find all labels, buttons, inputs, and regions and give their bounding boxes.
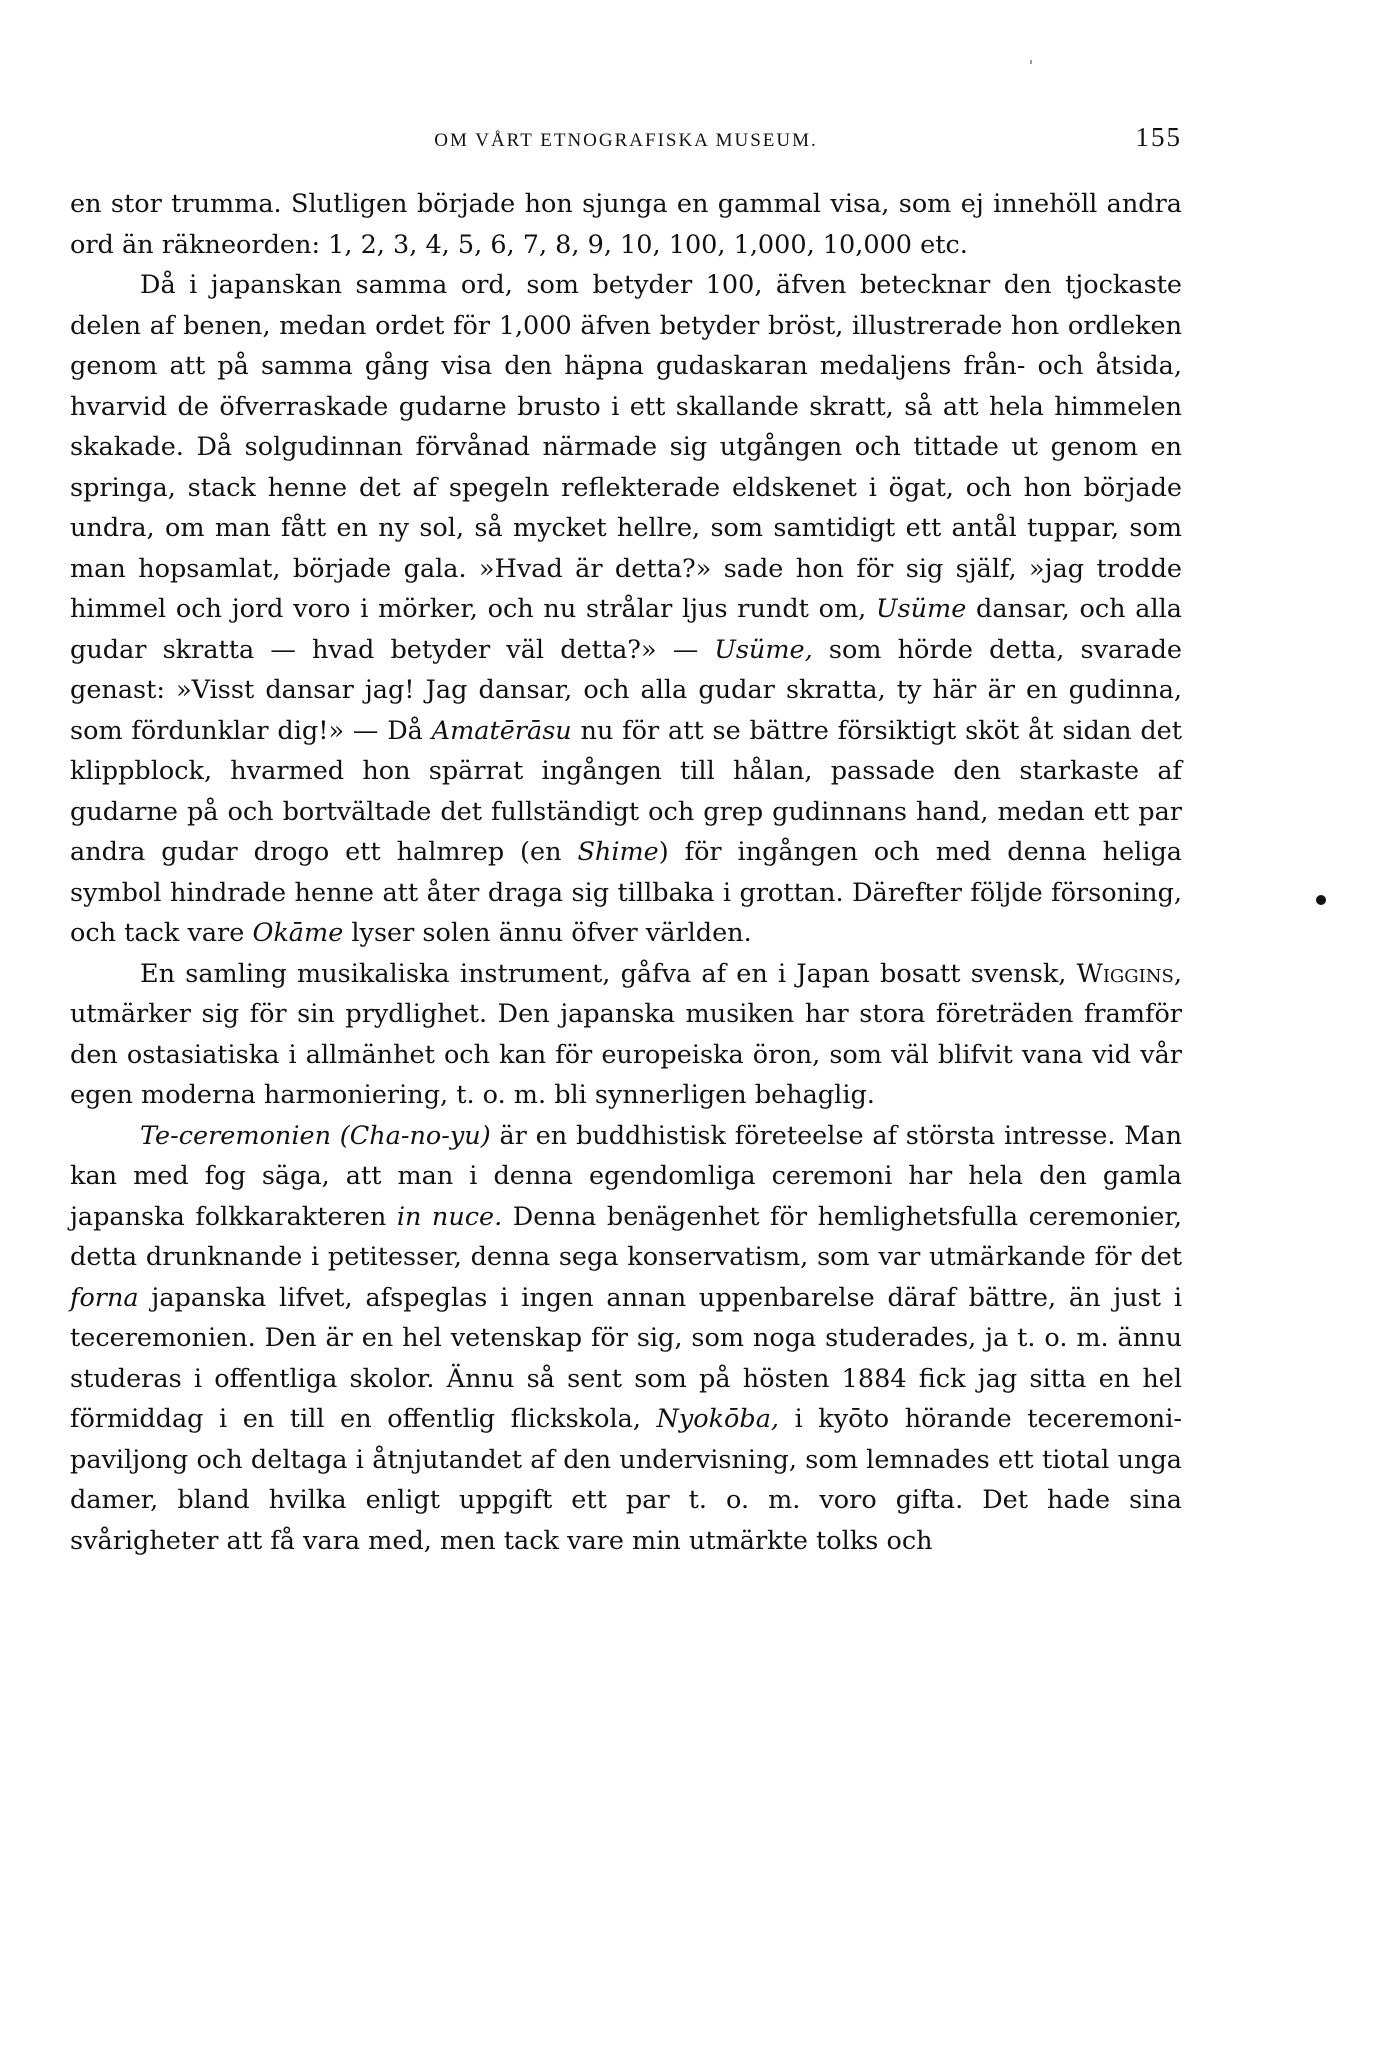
paragraph-2-text-3: som hörde detta, svarade genast: »Visst dansar jag! Jag dansar, och alla gudar skratta, ty här är en gudinna, som fördunklar dig!» — Då [70,634,1182,746]
italic-usume-1: Usüme [876,594,967,624]
paragraph-2 [70,265,1182,954]
paragraph-4-text-4: i kyōto hörande teceremoni-paviljong och deltaga i åtnjutandet af den undervisning, som lemnades ett tiotal unga damer, bland hvilka enligt uppgift ett par t. o. m. voro gifta. Det hade sina svårigheter att få vara med, men tack vare min utmärkte tolks och [70,1404,1182,1556]
margin-ink-dot [1316,895,1326,905]
italic-amaterasu: Amatērāsu [431,715,572,746]
body-text [70,184,1182,1561]
page-number: 155 [1135,122,1182,152]
paragraph-2-text-1: Då i japanskan samma ord, som betyder 100, äfven betecknar den tjockaste delen af benen, medan ordet för 1,000 äfven betyder bröst, illustrerade hon ordleken genom att på samma gång visa den häpna gudaskaran medaljens från- och åtsida, hvarvid de öfverraskade gudarne brusto i ett skallande skratt, så att hela himmelen skakade. Då solgudinnan förvånad närmade sig utgången och tittade ut genom en springa, stack henne det af spegeln reflekterade eldskenet i ögat, och hon började undra, om man fått en ny sol, så mycket hellre, som samtidigt ett antål tuppar, som man hopsamlat, började gala. »Hvad är detta?» sade hon för sig själf, »jag trodde himmel och jord voro i mörker, och nu strålar ljus rundt om, [70,270,1182,624]
paragraph-2-text-4: nu för att se bättre försiktigt sköt åt sidan det klippblock, hvarmed hon spärrat ingången till hålan, passade den starkaste af gudarne på och bortvältade det fullständigt och grep gudinnans hand, medan ett par andra gudar drogo ett halmrep (en [70,715,1182,867]
paragraph-4-text-1: är en buddhistisk företeelse af största intresse. Man kan med fog säga, att man i denna egendomliga ceremoni har hela den gamla japanska folkkarakteren [70,1120,1182,1232]
running-head [70,122,1182,162]
paragraph-2-text-2: dansar, och alla gudar skratta — hvad betyder väl detta?» — [70,594,1182,665]
running-title: OM VÅRT ETNOGRAFISKA MUSEUM. [434,130,818,151]
paragraph-1 [70,184,1182,265]
italic-usume-2: Usüme, [714,634,813,665]
paragraph-3-text-2: , utmärker sig för sin prydlighet. Den japanska musiken har stora företräden framför den ostasiatiska i allmänhet och kan för europeiska öron, som väl blifvit vana vid vår egen moderna harmoniering, t. o. m. bli synnerligen behaglig. [70,958,1182,1110]
paragraph-2-text-6: lyser solen ännu öfver världen. [343,918,752,948]
italic-in-nuce: in nuce. [396,1201,503,1232]
paragraph-4 [70,1116,1182,1562]
paragraph-1-text: en stor trumma. Slutligen började hon sjunga en gammal visa, som ej innehöll andra ord än räkneorden: 1, 2, 3, 4, 5, 6, 7, 8, 9, 10, 100, 1,000, 10,000 etc. [70,189,1182,260]
paragraph-4-text-2: Denna benägenhet för hemlighetsfulla ceremonier, detta drunknande i petitesser, denna sega konservatism, som var utmärkande för det [70,1201,1183,1272]
paragraph-2-text-5: ) för ingången och med denna heliga symbol hindrade henne att åter draga sig tillbaka i grottan. Därefter följde försoning, och tack vare [70,837,1182,948]
italic-forna: forna [70,1282,139,1313]
paragraph-3 [70,954,1182,1116]
smallcaps-wiggins: Wiggins [1076,958,1174,989]
scan-speck [1030,60,1032,64]
italic-shime: Shime [577,837,659,867]
book-page [70,122,1182,1561]
italic-okame: Okāme [252,918,344,948]
paragraph-3-text-1: En samling musikaliska instrument, gåfva af en i Japan bosatt svensk, [140,958,1077,989]
italic-te-ceremonien: Te-ceremonien (Cha-no-yu) [140,1120,491,1151]
paragraph-4-text-3: japanska lifvet, afspeglas i ingen annan uppenbarelse däraf bättre, än just i teceremonien. Den är en hel vetenskap för sig, som noga studerades, ja t. o. m. ännu studeras i offentliga skolor. Ännu så sent som på hösten 1884 fick jag sitta en hel förmiddag i en till en offentlig flickskola, [70,1282,1182,1434]
italic-nyokoba: Nyokōba, [656,1404,780,1434]
